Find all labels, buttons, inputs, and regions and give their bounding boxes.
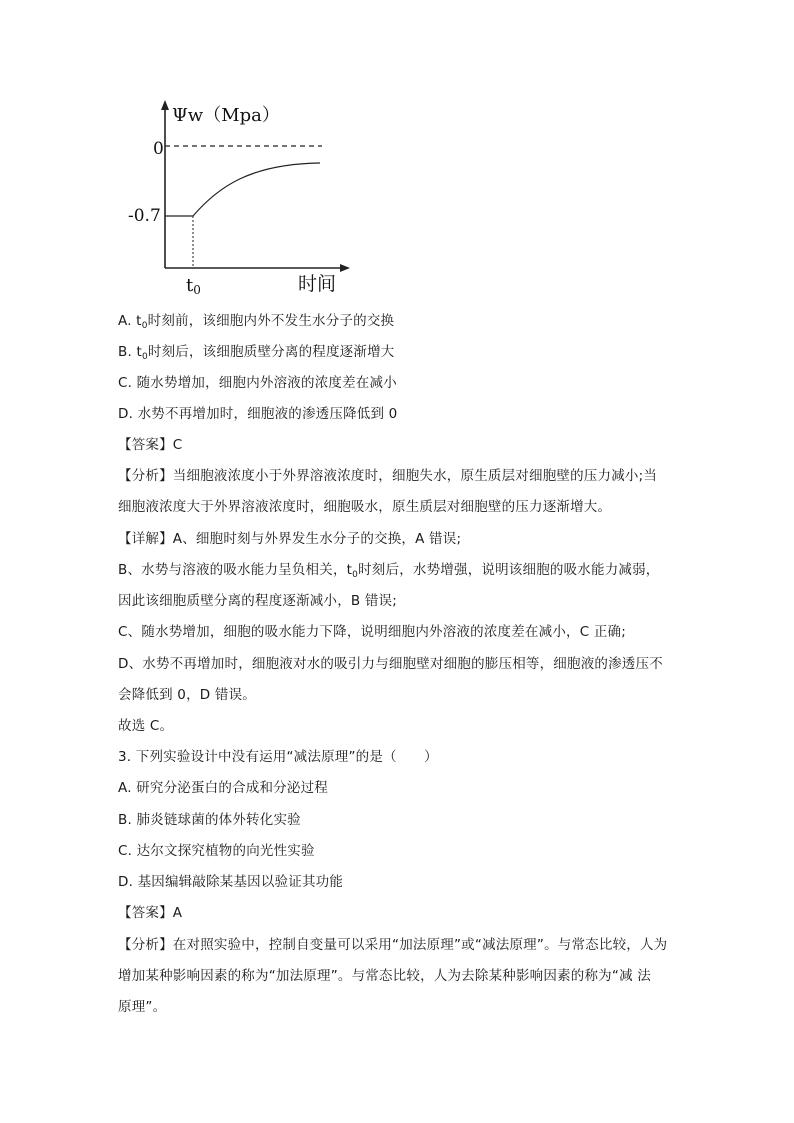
- conclusion-line: 故选 C。: [118, 718, 174, 734]
- water-potential-chart: [120, 92, 370, 302]
- analysis-3-line-2: 增加某种影响因素的称为“加法原理”。与常态比较，人为去除某种影响因素的称为“减 法: [118, 968, 651, 984]
- detail-line-6: 会降低到 0，D 错误。: [118, 687, 256, 703]
- detail-line-5: D、水势不再增加时，细胞液对水的吸引力与细胞壁对细胞的膨压相等，细胞液的渗透压不: [118, 656, 663, 672]
- option-a: A. $t_0$时刻前，该细胞内外不发生水分子的交换: [118, 313, 395, 331]
- q3-option-a: A. 研究分泌蛋白的合成和分泌过程: [118, 780, 328, 796]
- x-tick-t0: t0: [186, 275, 201, 297]
- answer-1: 【答案】C: [118, 437, 183, 453]
- q3-option-c: C. 达尔文探究植物的向光性实验: [118, 843, 315, 859]
- detail-line-1: 【详解】A、细胞时刻与外界发生水分子的交换，A 错误;: [118, 531, 462, 547]
- question-3-stem: 3. 下列实验设计中没有运用“减法原理”的是（ ）: [118, 749, 438, 765]
- detail-line-2: B、水势与溶液的吸水能力呈负相关，$t_0$时刻后，水势增强，说明该细胞的吸水能力减弱，: [118, 562, 660, 580]
- x-axis-label: 时间: [298, 273, 337, 295]
- y-axis-arrow: [161, 100, 169, 110]
- option-d: D. 水势不再增加时，细胞液的渗透压降低到 0: [118, 406, 398, 422]
- x-axis-arrow: [340, 264, 350, 272]
- y-axis-label: Ψw（Mpa）: [172, 105, 280, 126]
- analysis-1-line-1: 【分析】当细胞液浓度小于外界溶液浓度时，细胞失水，原生质层对细胞壁的压力减小;当: [118, 468, 658, 484]
- water-potential-curve: [165, 163, 320, 216]
- answer-3: 【答案】A: [118, 905, 183, 921]
- option-b: B. $t_0$时刻后，该细胞质壁分离的程度逐渐增大: [118, 344, 395, 362]
- option-c: C. 随水势增加，细胞内外溶液的浓度差在减小: [118, 375, 397, 391]
- analysis-3-line-1: 【分析】在对照实验中，控制自变量可以采用“加法原理”或“减法原理”。与常态比较，人为: [118, 937, 668, 953]
- q3-option-b: B. 肺炎链球菌的体外转化实验: [118, 812, 301, 828]
- analysis-1-line-2: 细胞液浓度大于外界溶液浓度时，细胞吸水，原生质层对细胞壁的压力逐渐增大。: [118, 499, 612, 515]
- analysis-3-line-3: 原理”。: [118, 999, 167, 1015]
- detail-line-3: 因此该细胞质壁分离的程度逐渐减小，B 错误;: [118, 593, 398, 609]
- y-tick-low: -0.7: [128, 206, 161, 226]
- q3-option-d: D. 基因编辑敲除某基因以验证其功能: [118, 874, 344, 890]
- y-tick-zero: 0: [153, 139, 164, 159]
- detail-line-4: C、随水势增加，细胞的吸水能力下降，说明细胞内外溶液的浓度差在减小，C 正确;: [118, 624, 626, 640]
